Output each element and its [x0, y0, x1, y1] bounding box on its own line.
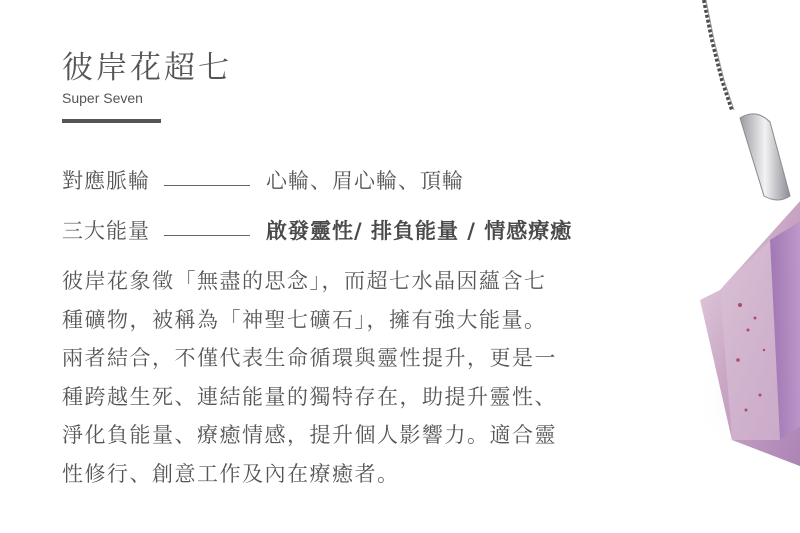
description-line: 性修行、創意工作及內在療癒者。: [62, 461, 400, 486]
product-subtitle: Super Seven: [62, 90, 143, 106]
property-row-chakra: [62, 165, 464, 195]
product-photo: [660, 0, 800, 533]
description-line: 彼岸花象徵「無盡的思念」，而超七水晶因蘊含七: [62, 269, 547, 293]
property-label: 對應脈輪: [62, 169, 150, 193]
property-separator-line: [164, 185, 250, 186]
property-value: 心輪、眉心輪、頂輪: [266, 169, 464, 193]
product-title: 彼岸花超七: [62, 50, 232, 86]
pendant-image: [660, 0, 800, 533]
property-label: 三大能量: [62, 219, 150, 243]
title-underline: [62, 119, 161, 123]
property-row-energy: [62, 215, 572, 245]
description-line: 兩者結合，不僅代表生命循環與靈性提升，更是一: [62, 346, 557, 370]
description-line: 種礦物，被稱為「神聖七礦石」，擁有強大能量。: [62, 307, 547, 332]
property-value: 啟發靈性/ 排負能量 / 情感療癒: [266, 219, 573, 243]
chain-icon: [704, 0, 734, 110]
bail-icon: [740, 114, 790, 200]
property-separator-line: [164, 235, 250, 236]
product-description: [62, 262, 662, 493]
description-line: 淨化負能量、療癒情感，提升個人影響力。適合靈: [62, 423, 557, 447]
description-line: 種跨越生死、連結能量的獨特存在，助提升靈性、: [62, 384, 557, 409]
